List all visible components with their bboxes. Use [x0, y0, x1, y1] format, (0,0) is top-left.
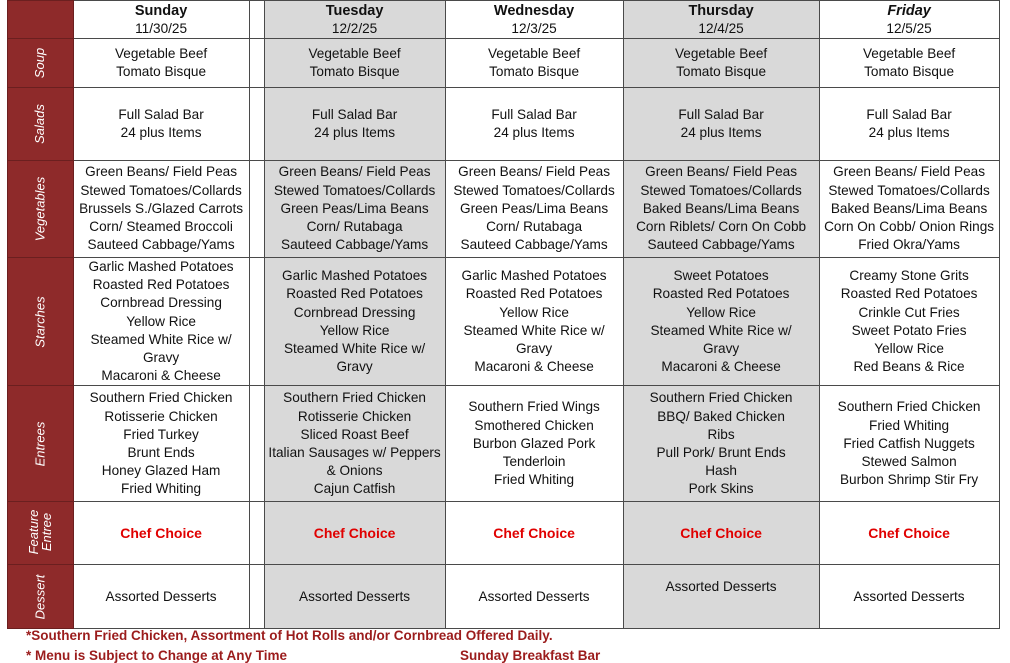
spacer-cell — [249, 39, 264, 88]
category-label: Dessert — [32, 574, 48, 620]
menu-item: 24 plus Items — [314, 125, 395, 140]
menu-item: Stewed Tomatoes/Collards — [453, 182, 615, 198]
menu-cell — [73, 565, 249, 629]
menu-item: Roasted Red Potatoes — [652, 286, 790, 302]
menu-cell — [819, 258, 999, 386]
menu-item: Sauteed Cabbage/Yams — [460, 237, 608, 253]
menu-item: Yellow Rice — [319, 322, 390, 338]
menu-item: Sweet Potato Fries — [851, 322, 967, 338]
menu-item: Green Beans/ Field Peas — [278, 164, 431, 180]
menu-item: Corn/ Rutabaga — [306, 219, 403, 235]
day-date: 12/4/25 — [698, 20, 744, 36]
menu-cell — [445, 161, 623, 258]
menu-cell — [623, 502, 819, 565]
menu-item: Yellow Rice — [499, 304, 569, 320]
menu-item: Corn Riblets/ Corn On Cobb — [636, 219, 807, 235]
menu-item: Baked Beans/Lima Beans — [830, 200, 988, 216]
menu-item: Yellow Rice — [686, 304, 756, 320]
menu-item: Vegetable Beef — [862, 45, 956, 61]
menu-item: Southern Fried Chicken — [837, 399, 981, 415]
menu-cell — [73, 39, 249, 88]
menu-row — [8, 502, 1000, 565]
menu-row — [8, 161, 1000, 258]
menu-cell — [73, 88, 249, 161]
menu-item: Red Beans & Rice — [853, 359, 965, 375]
menu-item: Garlic Mashed Potatoes — [88, 259, 234, 274]
day-header-sunday — [73, 1, 249, 39]
menu-item: 24 plus Items — [120, 125, 202, 140]
menu-row — [8, 39, 1000, 88]
menu-item: Green Peas/Lima Beans — [460, 200, 609, 216]
menu-item: Crinkle Cut Fries — [858, 304, 960, 320]
menu-item: Tomato Bisque — [116, 64, 207, 79]
menu-cell — [264, 502, 445, 565]
menu-item: Fried Okra/Yams — [858, 237, 960, 253]
menu-cell — [623, 161, 819, 258]
day-name: Wednesday — [493, 2, 575, 19]
category-label-cell — [8, 258, 74, 386]
chef-choice-text: Chef Choice — [120, 525, 202, 542]
menu-cell — [264, 386, 445, 502]
menu-item: Macaroni & Cheese — [661, 359, 781, 375]
day-date: 12/3/25 — [511, 20, 557, 36]
menu-item: Green Beans/ Field Peas — [458, 164, 611, 180]
menu-cell — [264, 39, 445, 88]
menu-item: Stewed Salmon — [861, 454, 957, 470]
menu-item: Yellow Rice — [126, 313, 196, 329]
menu-item: Gravy — [515, 340, 553, 356]
category-label: Salads — [32, 104, 48, 144]
menu-cell — [264, 88, 445, 161]
menu-item: Full Salad Bar — [866, 106, 952, 122]
menu-cell — [623, 565, 819, 629]
menu-item: 24 plus Items — [680, 125, 762, 140]
category-label-cell — [8, 565, 74, 629]
menu-item: Full Salad Bar — [311, 106, 398, 122]
category-label-cell — [8, 502, 74, 565]
category-label-cell — [8, 386, 74, 502]
menu-item: Cajun Catfish — [313, 481, 396, 497]
menu-item: Burbon Shrimp Stir Fry — [839, 472, 979, 488]
menu-item: Brussels S./Glazed Carrots — [79, 200, 244, 216]
menu-item: Tenderloin — [502, 454, 566, 470]
menu-item: Tomato Bisque — [489, 64, 580, 79]
day-date: 12/2/25 — [331, 20, 378, 36]
menu-item: Southern Fried Chicken — [283, 390, 426, 406]
menu-item: Assorted Desserts — [665, 579, 777, 595]
menu-row — [8, 88, 1000, 161]
menu-item: Steamed White Rice w/ — [90, 331, 232, 347]
weekly-menu-table — [7, 0, 1000, 629]
menu-row — [8, 258, 1000, 386]
menu-cell — [264, 565, 445, 629]
menu-cell — [445, 386, 623, 502]
menu-item: Assorted Desserts — [105, 588, 217, 604]
menu-item: Green Beans/ Field Peas — [85, 164, 238, 180]
menu-cell — [819, 386, 999, 502]
menu-item: Roasted Red Potatoes — [840, 286, 978, 302]
menu-item: Tomato Bisque — [864, 64, 955, 79]
menu-cell — [264, 258, 445, 386]
menu-item: 24 plus Items — [493, 125, 575, 140]
category-label-cell — [8, 39, 74, 88]
menu-item: Vegetable Beef — [487, 45, 581, 61]
menu-item: Fried Whiting — [494, 472, 575, 488]
menu-cell — [264, 161, 445, 258]
menu-item: Steamed White Rice w/ — [650, 322, 792, 338]
menu-item: Steamed White Rice w/ — [283, 340, 426, 356]
menu-row — [8, 386, 1000, 502]
menu-cell — [445, 258, 623, 386]
menu-item: Rotisserie Chicken — [297, 408, 412, 424]
menu-item: Macaroni & Cheese — [474, 359, 594, 375]
footnote-daily: *Southern Fried Chicken, Assortment of Hot Rolls and/or Cornbread Offered Daily. — [26, 628, 553, 643]
menu-item: Garlic Mashed Potatoes — [282, 268, 428, 284]
menu-cell — [73, 258, 249, 386]
menu-item: Gravy — [142, 350, 180, 366]
menu-item: Fried Turkey — [123, 426, 199, 442]
menu-cell — [623, 386, 819, 502]
spacer-cell — [249, 88, 264, 161]
chef-choice-text: Chef Choice — [868, 525, 950, 542]
spacer-cell — [249, 258, 264, 386]
menu-cell — [623, 258, 819, 386]
footnote-breakfast-bar: Sunday Breakfast Bar — [460, 648, 601, 663]
menu-item: Roasted Red Potatoes — [92, 277, 230, 293]
menu-item: Gravy — [336, 359, 373, 375]
category-label: Feature Entree — [26, 509, 55, 555]
spacer-cell — [249, 502, 264, 565]
menu-item: Steamed White Rice w/ — [463, 322, 605, 338]
menu-item: Sweet Potatoes — [673, 268, 769, 284]
day-header-row — [8, 1, 1000, 39]
menu-item: Stewed Tomatoes/Collards — [640, 182, 802, 198]
menu-item: Fried Whiting — [121, 481, 202, 497]
menu-cell — [819, 161, 999, 258]
menu-item: 24 plus Items — [868, 125, 950, 140]
menu-cell — [73, 502, 249, 565]
menu-item: Rotisserie Chicken — [104, 408, 218, 424]
menu-item: Corn/ Steamed Broccoli — [89, 219, 233, 235]
category-label: Vegetables — [32, 176, 48, 242]
category-label: Starches — [32, 295, 48, 348]
menu-item: Honey Glazed Ham — [101, 463, 221, 479]
menu-item: Macaroni & Cheese — [101, 368, 221, 384]
menu-item: Burbon Glazed Pork — [472, 435, 596, 451]
menu-item: Full Salad Bar — [678, 106, 764, 122]
menu-item: & Onions — [326, 463, 383, 479]
menu-cell — [819, 88, 999, 161]
spacer-cell — [249, 565, 264, 629]
day-header-wednesday — [445, 1, 623, 39]
menu-item: Sauteed Cabbage/Yams — [647, 237, 795, 253]
menu-item: Sauteed Cabbage/Yams — [87, 237, 235, 253]
menu-item: Roasted Red Potatoes — [465, 286, 603, 302]
menu-item: Southern Fried Chicken — [649, 390, 793, 406]
menu-item: Gravy — [702, 340, 740, 356]
menu-cell — [819, 39, 999, 88]
menu-item: Hash — [705, 463, 737, 479]
menu-cell — [623, 88, 819, 161]
menu-item: Southern Fried Chicken — [89, 390, 233, 406]
menu-item: Tomato Bisque — [309, 64, 400, 79]
menu-item: Pork Skins — [688, 481, 754, 497]
menu-item: Italian Sausages w/ Peppers — [268, 444, 441, 460]
menu-item: Stewed Tomatoes/Collards — [828, 182, 990, 198]
menu-item: Assorted Desserts — [478, 588, 590, 604]
day-date: 12/5/25 — [886, 20, 932, 36]
menu-item: Creamy Stone Grits — [849, 268, 969, 284]
chef-choice-text: Chef Choice — [680, 525, 762, 542]
menu-item: BBQ/ Baked Chicken — [657, 408, 785, 424]
day-name: Sunday — [134, 2, 188, 19]
menu-cell — [623, 39, 819, 88]
menu-cell — [73, 386, 249, 502]
day-header-friday — [819, 1, 999, 39]
menu-item: Tomato Bisque — [676, 64, 767, 79]
menu-item: Cornbread Dressing — [100, 295, 222, 311]
menu-item: Vegetable Beef — [674, 45, 768, 61]
menu-cell — [445, 502, 623, 565]
day-name: Thursday — [688, 2, 754, 19]
menu-cell — [819, 565, 999, 629]
menu-item: Roasted Red Potatoes — [286, 286, 423, 302]
menu-item: Stewed Tomatoes/Collards — [273, 182, 436, 198]
menu-item: Ribs — [707, 426, 735, 442]
menu-item: Southern Fried Wings — [468, 399, 600, 415]
day-header-tuesday — [264, 1, 445, 39]
menu-item: Full Salad Bar — [491, 106, 577, 122]
menu-item: Vegetable Beef — [308, 45, 401, 61]
category-label-cell — [8, 88, 74, 161]
menu-item: Corn On Cobb/ Onion Rings — [824, 219, 995, 235]
menu-row — [8, 565, 1000, 629]
category-label: Soup — [32, 47, 48, 79]
menu-item: Fried Whiting — [869, 417, 950, 433]
menu-item: Stewed Tomatoes/Collards — [80, 182, 242, 198]
menu-item: Assorted Desserts — [853, 588, 965, 604]
chef-choice-text: Chef Choice — [313, 525, 396, 542]
menu-cell — [445, 39, 623, 88]
menu-item: Yellow Rice — [874, 340, 944, 356]
menu-item: Smothered Chicken — [474, 417, 594, 433]
category-label-cell — [8, 161, 74, 258]
day-header-thursday — [623, 1, 819, 39]
menu-cell — [819, 502, 999, 565]
menu-item: Garlic Mashed Potatoes — [461, 268, 607, 284]
menu-item: Green Beans/ Field Peas — [833, 164, 986, 180]
chef-choice-text: Chef Choice — [493, 525, 575, 542]
menu-item: Corn/ Rutabaga — [486, 219, 583, 235]
menu-item: Pull Pork/ Brunt Ends — [656, 444, 786, 460]
menu-item: Vegetable Beef — [114, 45, 208, 61]
menu-item: Green Beans/ Field Peas — [645, 164, 798, 180]
corner-cell — [8, 1, 74, 39]
menu-item: Baked Beans/Lima Beans — [642, 200, 800, 216]
spacer-cell — [249, 1, 264, 39]
menu-item: Cornbread Dressing — [293, 304, 416, 320]
category-label: Entrees — [32, 421, 48, 467]
menu-cell — [445, 565, 623, 629]
spacer-cell — [249, 161, 264, 258]
spacer-cell — [249, 386, 264, 502]
day-name: Tuesday — [325, 2, 384, 19]
footnote-subject-to-change: * Menu is Subject to Change at Any Time — [26, 648, 288, 663]
day-name: Friday — [887, 2, 931, 19]
menu-item: Fried Catfish Nuggets — [843, 435, 975, 451]
day-date: 11/30/25 — [135, 20, 188, 36]
menu-cell — [445, 88, 623, 161]
menu-item: Full Salad Bar — [118, 106, 204, 122]
menu-item: Assorted Desserts — [299, 588, 411, 604]
menu-item: Brunt Ends — [127, 444, 195, 460]
menu-item: Green Peas/Lima Beans — [280, 200, 429, 216]
menu-item: Sauteed Cabbage/Yams — [281, 237, 429, 253]
menu-item: Sliced Roast Beef — [300, 426, 409, 442]
menu-cell — [73, 161, 249, 258]
